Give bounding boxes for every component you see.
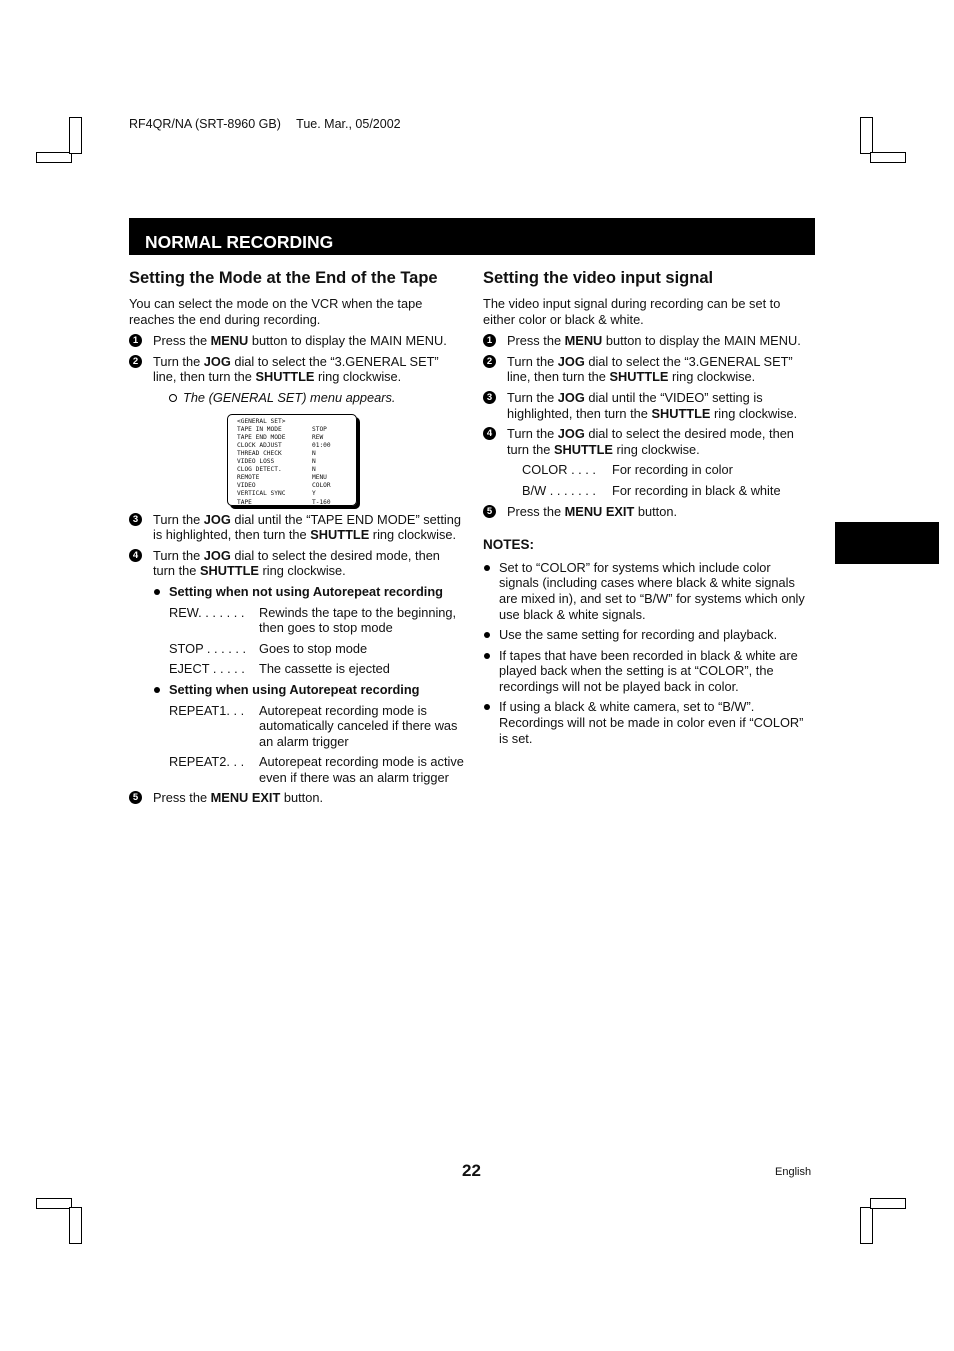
option-key: REPEAT2. . . xyxy=(169,754,245,770)
crop-mark xyxy=(860,1207,873,1244)
step-keyword: MENU xyxy=(210,333,249,349)
option-desc: Autorepeat recording mode is automatically canceled if there was an alarm trigger xyxy=(259,702,458,749)
note-text: Set to “COLOR” for systems which include color signals (including cases where black & white signals are mixed in), and set to “B/W” for systems which only use black & white signals. xyxy=(499,559,805,622)
right-step-4 xyxy=(483,426,813,457)
osd-setting-value: 01:00 xyxy=(312,441,331,449)
left-heading: Setting the Mode at the End of the Tape xyxy=(129,269,438,287)
step-keyword: SHUTTLE xyxy=(609,369,669,385)
step-keyword: JOG xyxy=(203,547,231,563)
option-key: STOP . . . . . . xyxy=(169,640,247,656)
step-keyword: MENU EXIT xyxy=(564,503,635,519)
option-row xyxy=(169,661,465,677)
crop-mark xyxy=(69,1207,82,1244)
osd-row xyxy=(237,458,356,466)
crop-mark xyxy=(69,117,82,154)
step-keyword: SHUTTLE xyxy=(255,369,315,385)
note-item xyxy=(483,648,813,695)
step-text: dial to select the “3.GENERAL SET” line, then turn the xyxy=(507,353,793,385)
option-row xyxy=(169,641,465,657)
step-text: button. xyxy=(280,790,324,806)
step-text: dial until the “TAPE END MODE” setting is highlighted, then turn the xyxy=(153,511,461,543)
osd-setting-value: REW xyxy=(312,433,324,441)
general-set-menu-screen xyxy=(227,414,357,506)
osd-setting-value: Y xyxy=(312,490,316,498)
step-text: dial to select the “3.GENERAL SET” line, then turn the xyxy=(153,353,439,385)
option-row xyxy=(169,703,465,750)
notes-title: NOTES: xyxy=(483,537,535,553)
option-key: COLOR . . . . xyxy=(522,462,596,478)
bullet-icon xyxy=(484,704,490,710)
step-text: dial to select the desired mode, then turn the xyxy=(153,547,440,579)
step-text: Press the xyxy=(153,333,211,349)
right-intro: The video input signal during recording can be set to either color or black & white. xyxy=(483,296,781,327)
bullet-heading-text: Setting when using Autorepeat recording xyxy=(169,681,420,697)
option-desc: Goes to stop mode xyxy=(259,640,368,656)
step-text: Press the xyxy=(153,790,211,806)
step-keyword: SHUTTLE xyxy=(310,527,370,543)
bullet-icon xyxy=(484,565,490,571)
option-key: B/W . . . . . . . xyxy=(522,482,596,498)
left-step-1 xyxy=(129,333,465,349)
osd-title: <GENERAL SET> xyxy=(237,417,286,425)
option-key: EJECT . . . . . xyxy=(169,661,245,677)
step-text: dial until the “VIDEO” setting is highlighted, then turn the xyxy=(507,389,763,421)
step-text: Turn the xyxy=(507,353,558,369)
note-text: If tapes that have been recorded in black & white are played back when the setting is at “COLOR”, the recordings will not be played back in color. xyxy=(499,647,798,694)
step-keyword: JOG xyxy=(557,389,585,405)
step-text: dial to select the desired mode, then turn the xyxy=(507,426,794,457)
note-item xyxy=(483,560,813,622)
menu-appears-note xyxy=(129,390,465,406)
step-text: Press the xyxy=(507,503,565,519)
option-row xyxy=(169,605,465,636)
option-key: REPEAT1. . . xyxy=(169,702,245,718)
option-row xyxy=(522,483,813,499)
step-number-icon: 1 xyxy=(483,334,496,347)
step-text: ring clockwise. xyxy=(258,563,346,579)
step-text: button to display the MAIN MENU. xyxy=(248,333,447,349)
page-number: 22 xyxy=(462,1161,481,1180)
osd-setting-name: VIDEO LOSS xyxy=(237,458,275,466)
osd-setting-value: N xyxy=(312,458,316,466)
section-title: NORMAL RECORDING xyxy=(145,232,334,252)
step-number-icon: 2 xyxy=(129,355,142,368)
step-number-icon: 5 xyxy=(483,505,496,518)
right-heading: Setting the video input signal xyxy=(483,269,714,287)
step-number-icon: 3 xyxy=(483,391,496,404)
note-text: If using a black & white camera, set to “B/W”. Recordings will not be made in color even if “COLOR” is set. xyxy=(499,699,804,746)
option-key: REW. . . . . . . xyxy=(169,604,245,620)
osd-rows xyxy=(237,426,356,507)
step-keyword: JOG xyxy=(203,511,231,527)
step-text: button. xyxy=(634,503,678,519)
step-number-icon: 4 xyxy=(129,549,142,562)
note-item xyxy=(483,627,813,643)
no-autorepeat-heading xyxy=(129,584,465,600)
step-text: Turn the xyxy=(153,547,204,563)
osd-row xyxy=(237,434,356,442)
left-column xyxy=(129,268,465,811)
circle-bullet-icon xyxy=(169,394,177,402)
osd-row xyxy=(237,474,356,482)
osd-row xyxy=(237,466,356,474)
step-text: ring clockwise. xyxy=(668,369,756,385)
option-desc: Rewinds the tape to the beginning, then goes to stop mode xyxy=(259,604,457,636)
left-step-5 xyxy=(129,790,465,806)
left-intro: You can select the mode on the VCR when the tape reaches the end during recording. xyxy=(129,296,423,327)
osd-setting-name: TAPE xyxy=(237,498,252,506)
step-text: ring clockwise. xyxy=(314,369,402,385)
osd-setting-value: N xyxy=(312,449,316,457)
right-step-2 xyxy=(483,354,813,385)
step-number-icon: 3 xyxy=(129,513,142,526)
osd-row xyxy=(237,490,356,498)
bullet-icon xyxy=(154,589,160,595)
osd-row xyxy=(237,482,356,490)
osd-row xyxy=(237,442,356,450)
osd-setting-name: CLOG DETECT. xyxy=(237,466,282,474)
crop-mark xyxy=(36,1198,72,1209)
bullet-heading-text: Setting when not using Autorepeat recording xyxy=(169,583,443,599)
bullet-icon xyxy=(484,653,490,659)
osd-setting-value: MENU xyxy=(312,474,327,482)
language-label: English xyxy=(775,1166,812,1178)
left-step-4 xyxy=(129,548,465,579)
osd-row xyxy=(237,450,356,458)
step-keyword: JOG xyxy=(203,353,231,369)
crop-mark xyxy=(36,152,72,163)
step-text: Turn the xyxy=(153,511,204,527)
step-keyword: MENU EXIT xyxy=(210,790,281,806)
note-text: The (GENERAL SET) menu appears. xyxy=(183,389,396,405)
step-text: ring clockwise. xyxy=(612,441,700,457)
option-row xyxy=(169,754,465,785)
osd-row xyxy=(237,426,356,434)
osd-setting-name: CLOCK ADJUST xyxy=(237,441,282,449)
left-step-2 xyxy=(129,354,465,385)
step-text: button to display the MAIN MENU. xyxy=(602,333,801,349)
option-desc: Autorepeat recording mode is active even if there was an alarm trigger xyxy=(259,754,464,785)
step-number-icon: 4 xyxy=(483,427,496,440)
step-text: Press the xyxy=(507,333,565,349)
option-desc: For recording in color xyxy=(612,462,733,478)
option-desc: For recording in black & white xyxy=(612,482,781,498)
step-keyword: JOG xyxy=(557,426,585,442)
osd-setting-value: N xyxy=(312,466,316,474)
osd-setting-name: TAPE IN MODE xyxy=(237,425,282,433)
step-keyword: JOG xyxy=(557,353,585,369)
osd-setting-value: COLOR xyxy=(312,482,331,490)
note-text: Use the same setting for recording and playback. xyxy=(499,627,778,643)
autorepeat-heading xyxy=(129,682,465,698)
step-text: Turn the xyxy=(507,389,558,405)
step-number-icon: 5 xyxy=(129,791,142,804)
print-date: Tue. Mar., 05/2002 xyxy=(296,117,401,131)
right-column xyxy=(483,268,813,751)
step-text: Turn the xyxy=(153,353,204,369)
osd-setting-value: T-160 xyxy=(312,498,331,506)
osd-setting-value: STOP xyxy=(312,425,327,433)
side-tab xyxy=(835,522,939,564)
left-step-3 xyxy=(129,512,465,543)
crop-mark xyxy=(870,152,906,163)
option-desc: The cassette is ejected xyxy=(259,661,390,677)
section-banner xyxy=(129,218,815,255)
right-step-3 xyxy=(483,390,813,421)
crop-mark xyxy=(860,117,873,154)
note-item xyxy=(483,699,813,746)
step-keyword: SHUTTLE xyxy=(553,441,613,457)
osd-setting-name: REMOTE xyxy=(237,474,260,482)
model-code: RF4QR/NA (SRT-8960 GB) xyxy=(129,117,281,131)
step-keyword: SHUTTLE xyxy=(199,563,259,579)
osd-row xyxy=(237,499,356,507)
osd-setting-name: TAPE END MODE xyxy=(237,433,286,441)
osd-setting-name: VERTICAL SYNC xyxy=(237,490,286,498)
osd-setting-name: THREAD CHECK xyxy=(237,449,282,457)
step-keyword: SHUTTLE xyxy=(651,405,711,421)
step-text: ring clockwise. xyxy=(369,527,457,543)
bullet-icon xyxy=(154,687,160,693)
step-number-icon: 1 xyxy=(129,334,142,347)
right-step-1 xyxy=(483,333,813,349)
step-number-icon: 2 xyxy=(483,355,496,368)
option-row xyxy=(522,462,813,478)
step-keyword: MENU xyxy=(564,333,603,349)
step-text: Turn the xyxy=(507,426,558,442)
bullet-icon xyxy=(484,632,490,638)
step-text: ring clockwise. xyxy=(710,405,798,421)
print-header xyxy=(129,117,413,131)
crop-mark xyxy=(870,1198,906,1209)
osd-setting-name: VIDEO xyxy=(237,482,256,490)
right-step-5 xyxy=(483,504,813,520)
